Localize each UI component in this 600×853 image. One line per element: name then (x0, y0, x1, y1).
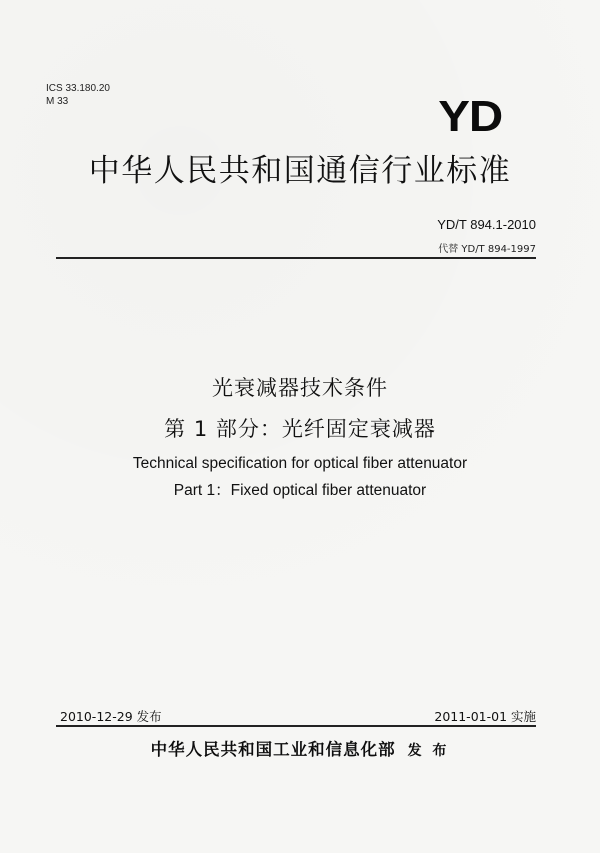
category-code: M 33 (46, 96, 69, 107)
chinese-title-line2: 第 1 部分：光纤固定衰减器 (164, 417, 436, 441)
bottom-divider (56, 725, 536, 727)
classification-codes (46, 82, 110, 108)
issue-date: 2010-12-29 发布 (60, 709, 162, 724)
ics-code: ICS 33.180.20 (46, 83, 110, 94)
replaces-standard: 代替 YD/T 894-1997 (438, 244, 536, 255)
top-divider (56, 257, 536, 259)
publish-action: 发 布 (407, 743, 450, 759)
english-title-line2: Part 1：Fixed optical fiber attenuator (173, 482, 427, 499)
english-title-line1: Technical specification for optical fiber attenuator (132, 455, 468, 472)
standard-number: YD/T 894.1-2010 (437, 217, 536, 232)
publisher-name: 中华人民共和国工业和信息化部 (150, 740, 396, 759)
implementation-date: 2011-01-01 实施 (434, 709, 536, 724)
chinese-title-line1: 光衰减器技术条件 (212, 376, 388, 400)
standard-title: 中华人民共和国通信行业标准 (88, 153, 512, 189)
publisher-line (0, 736, 600, 760)
yd-logo: YD (438, 92, 502, 141)
